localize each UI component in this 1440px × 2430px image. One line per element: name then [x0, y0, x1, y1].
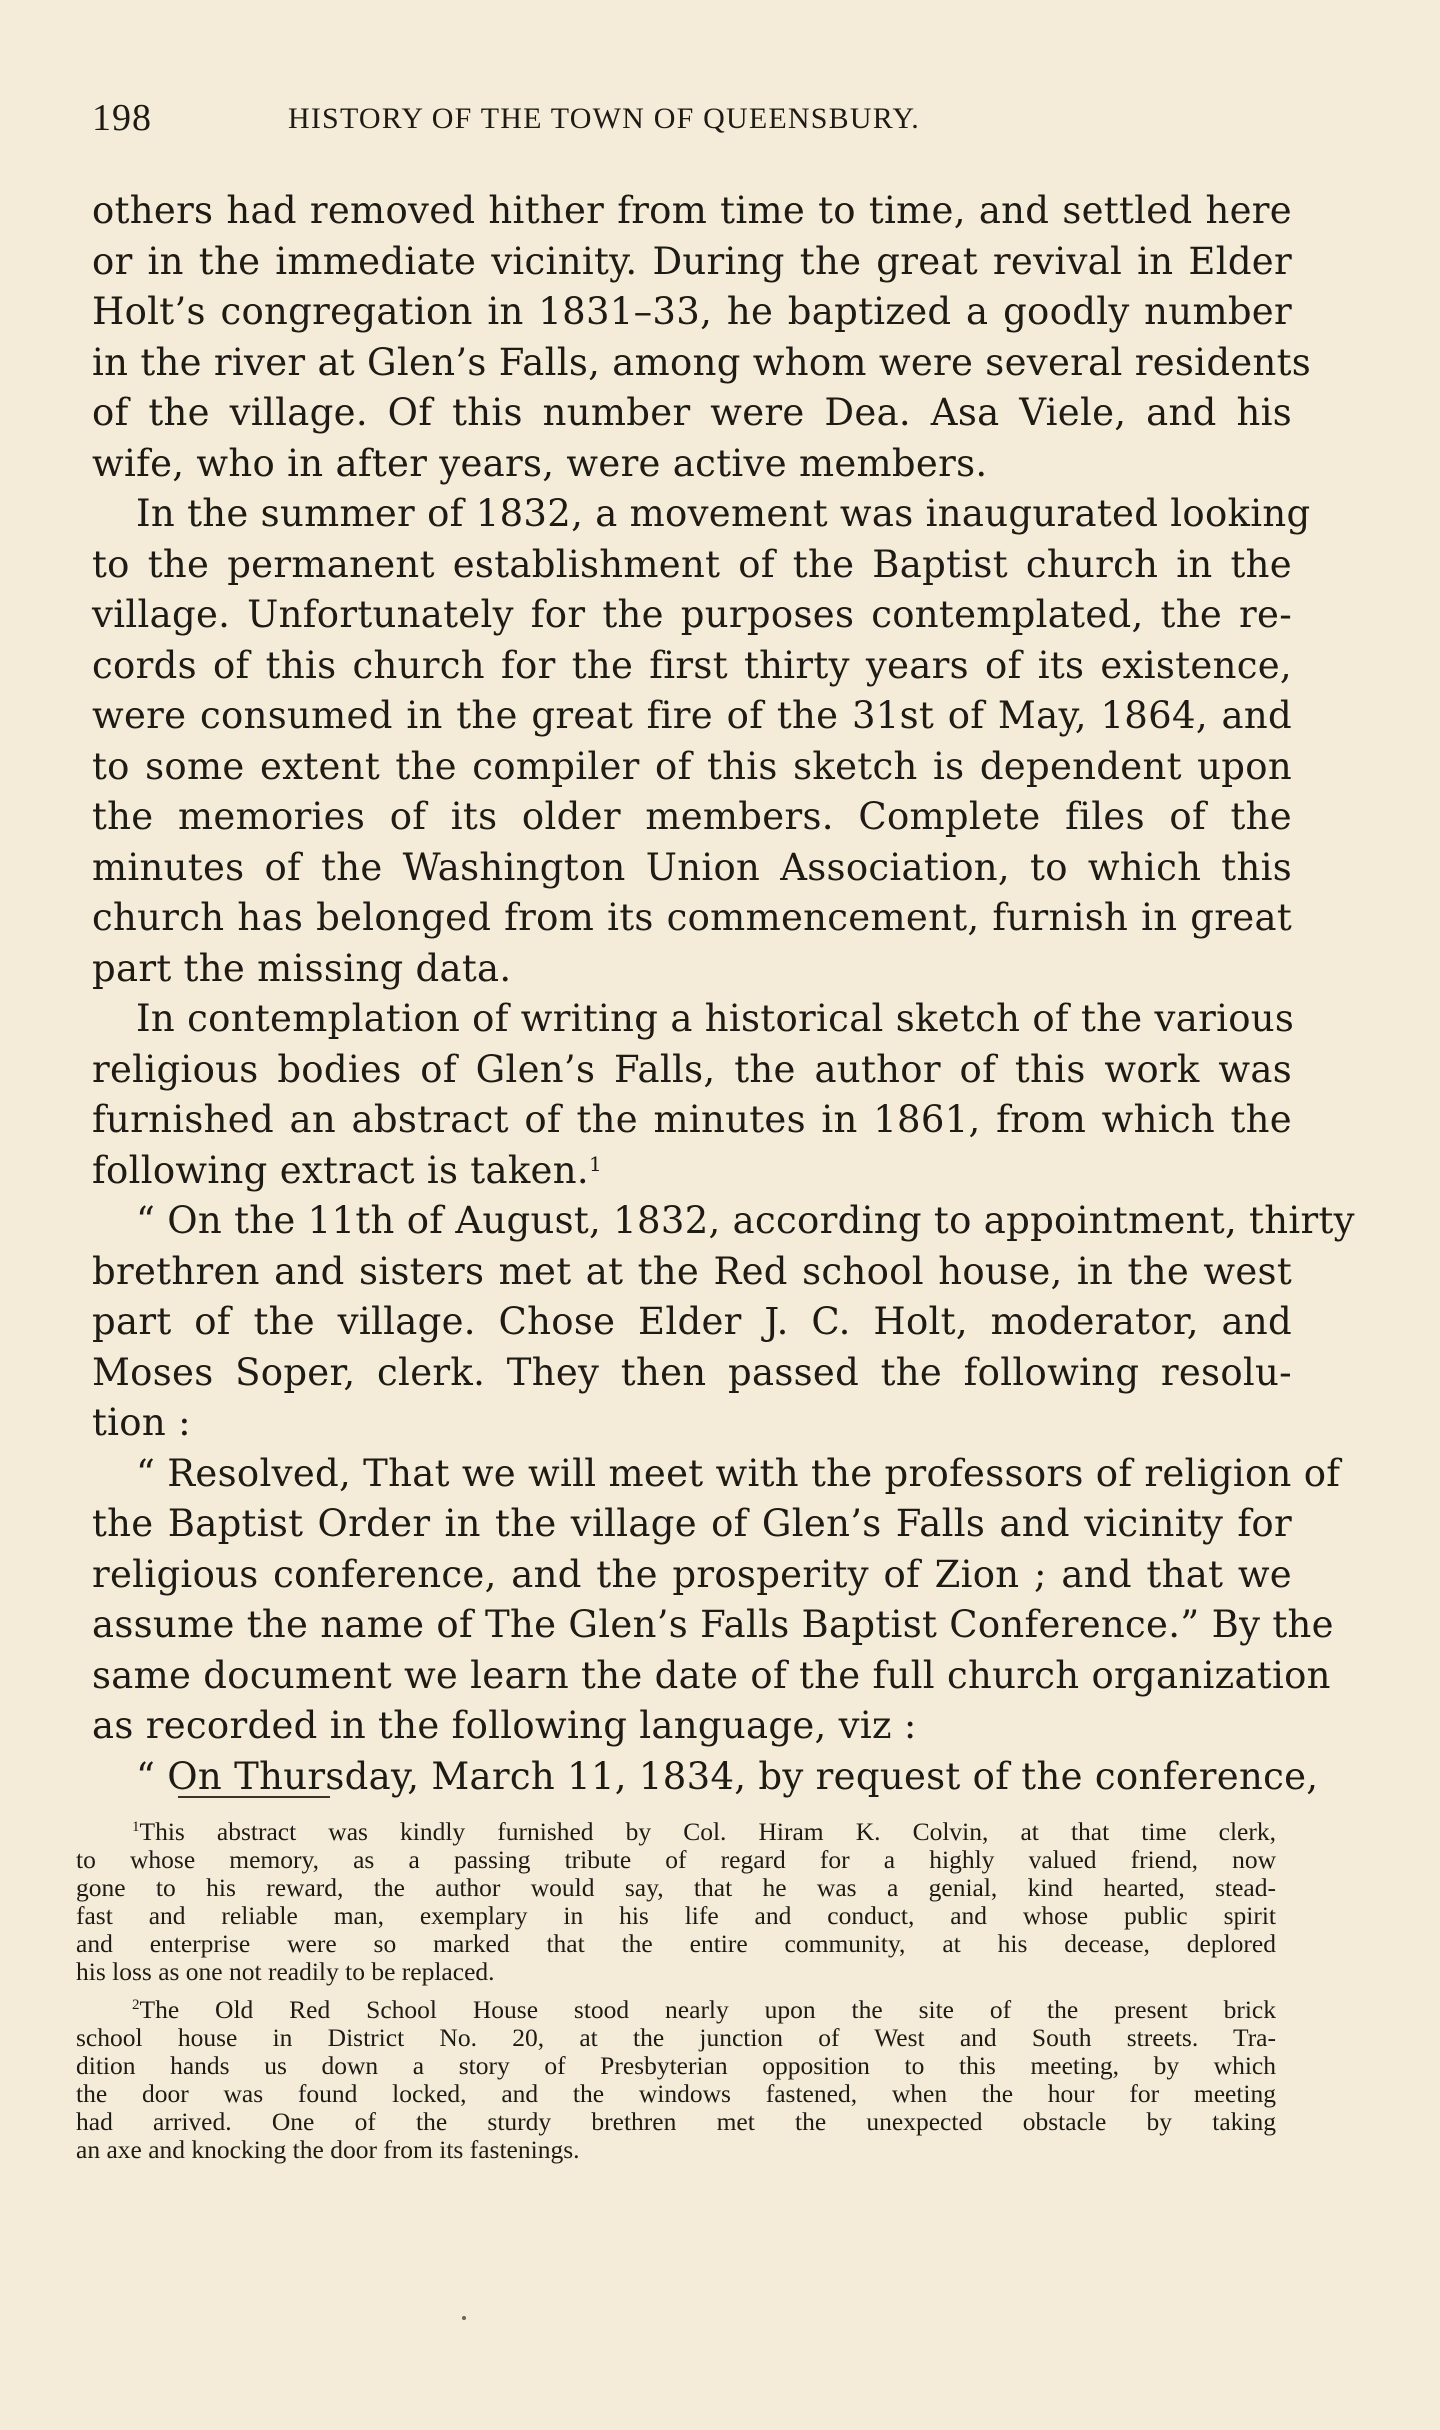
body-line-with-footnote-ref	[92, 1146, 1292, 1197]
body-line: others had removed hither from time to time, and settled here	[92, 189, 1292, 232]
body-line: the Baptist Order in the village of Glen’s Falls and vicinity for	[92, 1502, 1292, 1545]
footnote-line: fast and reliable man, exemplary in his life and conduct, and whose public spirit	[76, 1901, 1276, 1930]
body-line: in the river at Glen’s Falls, among whom were several residents	[92, 340, 1312, 384]
body-line: “ Resolved, That we will meet with the professors of religion of	[136, 1451, 1341, 1495]
footnote-marker-1: 1	[132, 1819, 140, 1835]
body-line: church has belonged from its commencement, furnish in great	[92, 896, 1292, 939]
body-line: were consumed in the great fire of the 31st of May, 1864, and	[92, 694, 1292, 737]
footnote-line: gone to his reward, the author would say, that he was a genial, kind hearted, stead-	[76, 1873, 1276, 1902]
footnote-line: The Old Red School House stood nearly upon the site of the present brick	[139, 1995, 1276, 2024]
body-line: wife, who in after years, were active members.	[92, 441, 988, 485]
body-line: “ On Thursday, March 11, 1834, by request of the conference,	[136, 1754, 1319, 1798]
body-line: or in the immediate vicinity. During the great revival in Elder	[92, 239, 1292, 283]
body-line: of the village. Of this number were Dea. Asa Viele, and his	[92, 391, 1292, 434]
body-line: cords of this church for the first thirty years of its existence,	[92, 643, 1292, 687]
footnotes	[76, 1818, 1276, 2164]
footnote-line: to whose memory, as a passing tribute of regard for a highly valued friend, now	[76, 1845, 1276, 1874]
footnote-1-first-line	[76, 1818, 1276, 1846]
body-line-text: following extract is taken.	[92, 1148, 589, 1192]
body-text	[92, 186, 1355, 1802]
body-line: religious conference, and the prosperity of Zion ; and that we	[92, 1552, 1292, 1596]
body-line: minutes of the Washington Union Association, to which this	[92, 845, 1292, 889]
page-number: 198	[92, 97, 152, 139]
body-line: to the permanent establishment of the Baptist church in the	[92, 542, 1292, 586]
page-header	[92, 96, 1292, 146]
body-line: In the summer of 1832, a movement was inaugurated looking	[136, 492, 1311, 535]
footnote-divider	[178, 1796, 330, 1798]
footnote-line: school house in District No. 20, at the junction of West and South streets. Tra-	[76, 2023, 1276, 2052]
body-line: In contemplation of writing a historical sketch of the various	[136, 997, 1295, 1040]
running-title: HISTORY OF THE TOWN OF QUEENSBURY.	[288, 102, 921, 135]
body-line: part the missing data.	[92, 946, 512, 990]
body-line: tion :	[92, 1401, 191, 1444]
footnote-line: dition hands us down a story of Presbyterian opposition to this meeting, by which	[76, 2051, 1276, 2080]
footnote-line: and enterprise were so marked that the entire community, at his decease, deplored	[76, 1929, 1276, 1958]
body-line: Holt’s congregation in 1831–33, he baptized a goodly number	[92, 290, 1292, 333]
body-line: as recorded in the following language, viz :	[92, 1704, 917, 1747]
body-line: religious bodies of Glen’s Falls, the author of this work was	[92, 1047, 1292, 1091]
body-line: brethren and sisters met at the Red school house, in the west	[92, 1249, 1292, 1293]
body-line: “ On the 11th of August, 1832, according to appointment, thirty	[136, 1199, 1355, 1242]
footnote-2-first-line	[76, 1996, 1276, 2024]
body-line: furnished an abstract of the minutes in 1861, from which the	[92, 1098, 1292, 1141]
body-line: to some extent the compiler of this sketch is dependent upon	[92, 744, 1292, 788]
footnote-line: the door was found locked, and the windows fastened, when the hour for meeting	[76, 2079, 1276, 2108]
body-line: the memories of its older members. Complete files of the	[92, 795, 1292, 838]
body-line: Moses Soper, clerk. They then passed the following resolu-	[92, 1350, 1292, 1394]
ink-speck	[462, 2316, 466, 2320]
body-line: assume the name of The Glen’s Falls Baptist Conference.” By the	[92, 1603, 1334, 1646]
body-line: same document we learn the date of the full church organization	[92, 1653, 1331, 1697]
footnote-ref-1: 1	[588, 1151, 602, 1176]
body-line: part of the village. Chose Elder J. C. Holt, moderator, and	[92, 1300, 1292, 1343]
footnote-line: an axe and knocking the door from its fastenings.	[76, 2135, 580, 2164]
footnote-line: This abstract was kindly furnished by Col. Hiram K. Colvin, at that time clerk,	[139, 1817, 1276, 1846]
footnote-marker-2: 2	[132, 1997, 140, 2013]
body-line: village. Unfortunately for the purposes contemplated, the re-	[92, 593, 1292, 636]
footnote-line: had arrived. One of the sturdy brethren met the unexpected obstacle by taking	[76, 2107, 1276, 2136]
footnote-line: his loss as one not readily to be replaced.	[76, 1957, 495, 1986]
